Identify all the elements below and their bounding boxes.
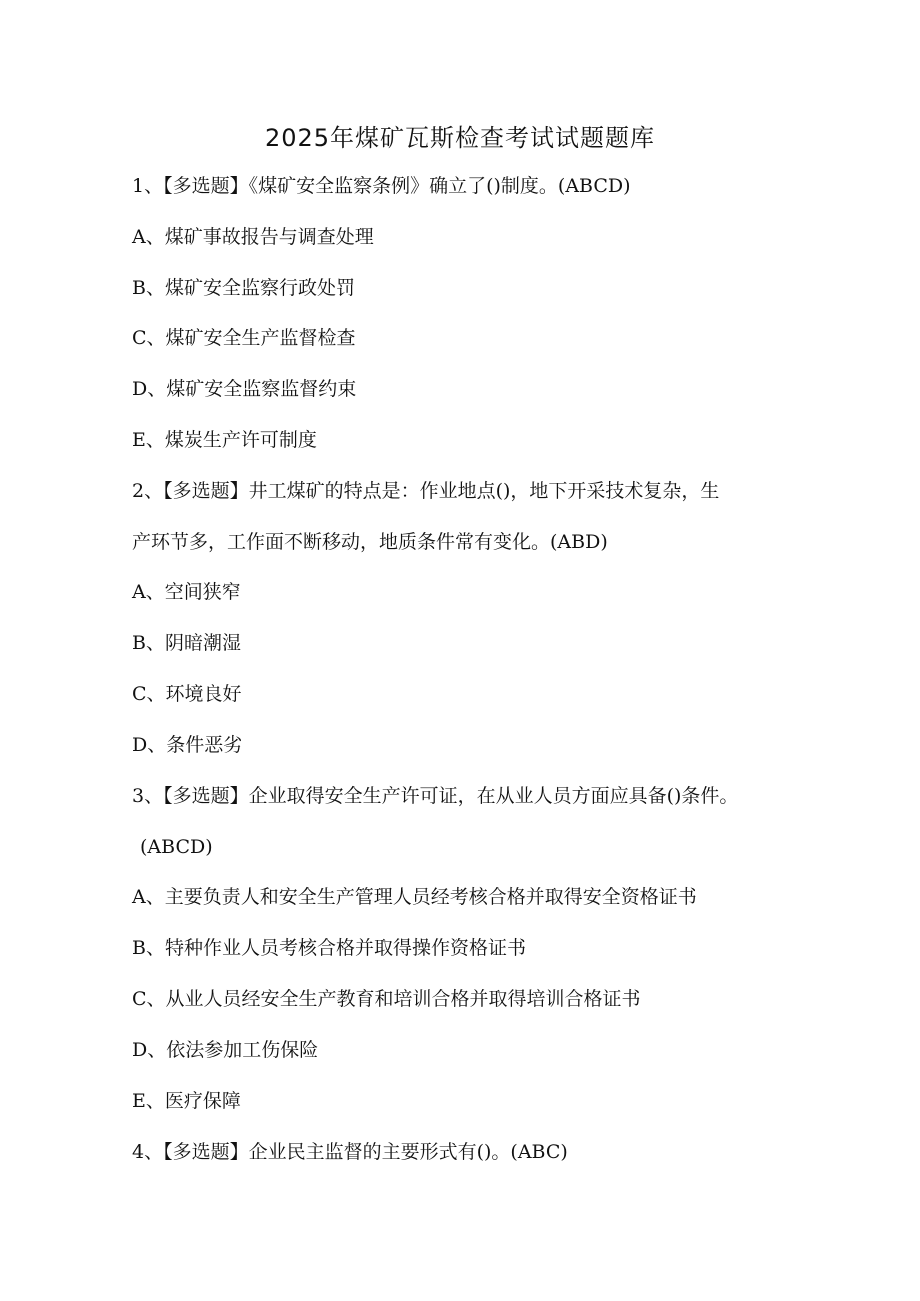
question-4-stem: 4、【多选题】企业民主监督的主要形式有()。(ABC)	[132, 1141, 568, 1163]
question-1-option-b: B、煤矿安全监察行政处罚	[132, 277, 355, 299]
question-2-stem-continued: 产环节多，工作面不断移动，地质条件常有变化。(ABD)	[132, 531, 608, 553]
question-3-stem: 3、【多选题】企业取得安全生产许可证，在从业人员方面应具备()条件。	[132, 785, 739, 807]
question-1-option-a: A、煤矿事故报告与调查处理	[132, 226, 374, 248]
question-2-option-a: A、空间狭窄	[132, 581, 241, 603]
question-3-option-d: D、依法参加工伤保险	[132, 1039, 319, 1061]
question-3-option-c: C、从业人员经安全生产教育和培训合格并取得培训合格证书	[132, 988, 641, 1010]
question-3-option-a: A、主要负责人和安全生产管理人员经考核合格并取得安全资格证书	[132, 886, 697, 908]
question-3-option-e: E、医疗保障	[132, 1090, 241, 1112]
question-1-option-e: E、煤炭生产许可制度	[132, 429, 317, 451]
question-1-stem: 1、【多选题】《煤矿安全监察条例》确立了()制度。(ABCD)	[132, 175, 631, 197]
question-1-option-d: D、煤矿安全监察监督约束	[132, 378, 357, 400]
question-3-answer: (ABCD)	[140, 836, 213, 858]
question-3-option-b: B、特种作业人员考核合格并取得操作资格证书	[132, 937, 526, 959]
question-1-option-c: C、煤矿安全生产监督检查	[132, 327, 356, 349]
question-2-option-b: B、阴暗潮湿	[132, 632, 241, 654]
question-2-option-d: D、条件恶劣	[132, 734, 243, 756]
question-2-stem: 2、【多选题】井工煤矿的特点是：作业地点()，地下开采技术复杂，生	[132, 480, 720, 502]
question-2-option-c: C、环境良好	[132, 683, 242, 705]
document-title: 2025年煤矿瓦斯检查考试试题题库	[264, 124, 656, 152]
